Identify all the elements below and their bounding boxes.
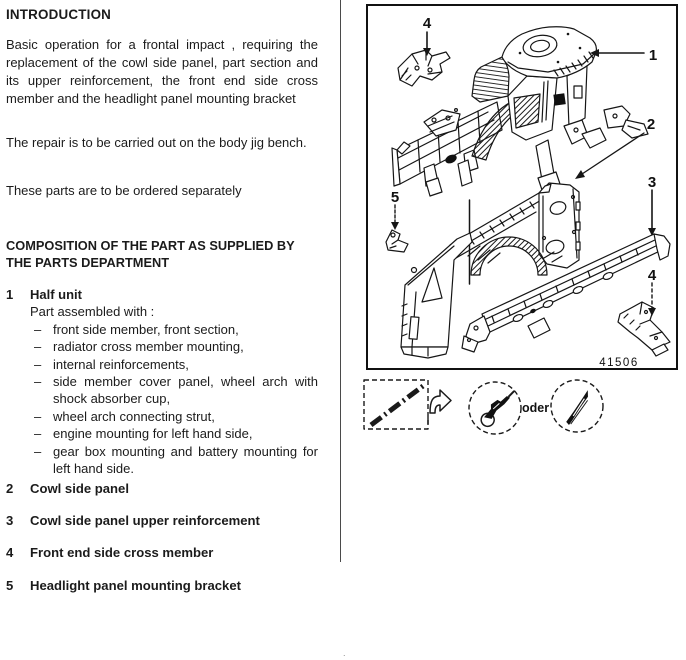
weld-seam-line xyxy=(371,386,423,425)
component-row xyxy=(6,373,318,408)
parts-list-item-4 xyxy=(6,545,318,560)
column-divider xyxy=(340,0,341,562)
component-text: front side member, front section, xyxy=(53,321,239,337)
component-row xyxy=(6,338,318,355)
component-dash: – xyxy=(34,408,42,424)
item-2-number: 2 xyxy=(6,481,14,496)
callout-5-label: 5 xyxy=(390,189,400,206)
bracket-4-bottom-drawing xyxy=(618,302,670,356)
component-text: gear box mounting and battery mounting for left hand side. xyxy=(53,443,318,477)
tool-circle-right xyxy=(551,380,603,432)
item-1-name: Half unit xyxy=(30,287,82,302)
spot-weld-drill-icon xyxy=(476,391,524,429)
component-row xyxy=(6,321,318,338)
callout-1 xyxy=(590,49,644,57)
callout-2-label: 2 xyxy=(646,116,656,133)
figure-number: 41506 xyxy=(599,357,639,368)
component-row xyxy=(6,443,318,478)
callout-1-label: 1 xyxy=(648,47,658,64)
component-text: wheel arch connecting strut, xyxy=(53,408,215,424)
component-row xyxy=(6,408,318,425)
half-unit-drawing xyxy=(392,27,648,196)
parts-list-item-2 xyxy=(6,481,318,496)
arrow-icon xyxy=(430,390,451,413)
item-5-name: Headlight panel mounting bracket xyxy=(30,578,241,593)
item-2-name: Cowl side panel xyxy=(30,481,129,496)
item-4-name: Front end side cross member xyxy=(30,545,214,560)
or-label: oder xyxy=(522,401,550,415)
exploded-parts-diagram xyxy=(368,6,676,368)
callout-5 xyxy=(391,205,399,230)
bracket-4-top-drawing xyxy=(398,50,450,86)
component-text: radiator cross member mounting, xyxy=(53,339,244,355)
intro-paragraph-1: Basic operation for a frontal impact , requiring the replacement of the cowl side panel, part section and its upper reinforcement, the front end side cross member and the headlight panel mounting bracket xyxy=(6,37,318,106)
figure-frame xyxy=(366,4,678,370)
item-3-number: 3 xyxy=(6,513,14,528)
callout-3-label: 3 xyxy=(647,174,657,191)
item-1-title xyxy=(6,286,318,303)
bracket-5-drawing xyxy=(386,230,408,252)
item-4-number: 4 xyxy=(6,545,14,560)
parts-list-item-3 xyxy=(6,513,318,528)
component-text: internal reinforcements, xyxy=(53,356,189,372)
composition-heading: COMPOSITION OF THE PART AS SUPPLIED BY THE PARTS DEPARTMENT xyxy=(6,238,295,270)
component-text: side member cover panel, wheel arch with shock absorber cup, xyxy=(53,374,318,407)
intro-paragraph-3: These parts are to be ordered separately xyxy=(6,183,242,198)
callout-3 xyxy=(648,190,656,236)
weld-legend xyxy=(360,376,680,446)
component-dash: – xyxy=(34,356,42,372)
component-dash: – xyxy=(34,374,42,390)
callout-4-bottom-label: 4 xyxy=(647,267,657,284)
item-1-number: 1 xyxy=(6,287,14,302)
item-5-number: 5 xyxy=(6,578,14,593)
component-dash: – xyxy=(34,443,42,459)
component-text: engine mounting for left hand side, xyxy=(53,426,253,442)
callout-4-top-label: 4 xyxy=(422,15,432,32)
parts-list-item-5 xyxy=(6,578,318,593)
component-row xyxy=(6,356,318,373)
item-1-subintro: Part assembled with : xyxy=(30,304,155,320)
component-dash: – xyxy=(34,321,42,337)
component-dash: – xyxy=(34,426,42,442)
chisel-icon xyxy=(558,390,598,425)
scan-artifact-dot: . xyxy=(343,648,346,658)
intro-paragraph-2: The repair is to be carried out on the body jig bench. xyxy=(6,135,307,150)
component-row xyxy=(6,425,318,442)
component-dash: – xyxy=(34,339,42,355)
parts-list-item-1 xyxy=(6,286,318,477)
intro-heading xyxy=(6,6,318,24)
item-3-name: Cowl side panel upper reinforcement xyxy=(30,513,260,528)
intro-heading-text: INTRODUCTION xyxy=(6,7,112,22)
